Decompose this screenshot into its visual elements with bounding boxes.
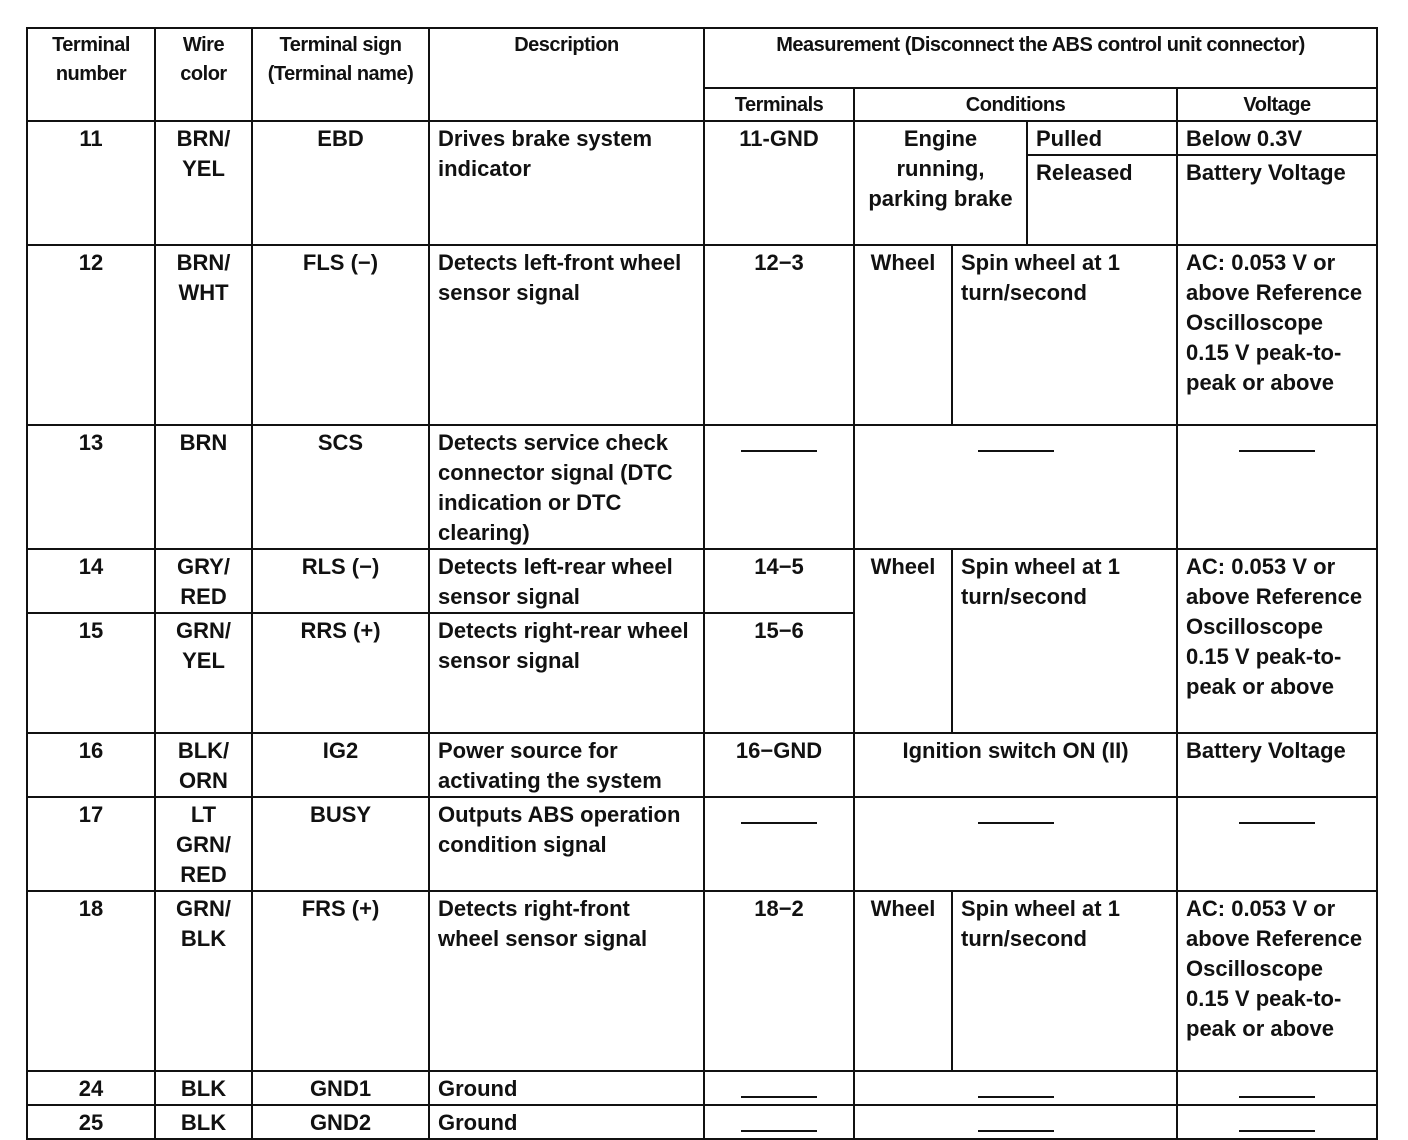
wire-color: BLK/ ORN	[155, 733, 252, 797]
terminal-sign: RRS (+)	[252, 613, 429, 733]
conditions-none	[854, 797, 1177, 891]
description: Detects service check connector signal (DTC indication or DTC clearing)	[429, 425, 704, 549]
table-row-16	[27, 733, 1377, 797]
voltage: AC: 0.053 V or above Reference Oscilloscope 0.15 V peak-to-peak or above	[1177, 245, 1377, 425]
terminals: 14−5	[704, 549, 854, 613]
terminal-number: 25	[27, 1105, 155, 1139]
dash-mark	[978, 822, 1054, 824]
dash-mark	[978, 1096, 1054, 1098]
voltage-none	[1177, 1071, 1377, 1105]
header-voltage: Voltage	[1177, 88, 1377, 121]
condition-released: Released	[1027, 155, 1177, 245]
header-terminals: Terminals	[704, 88, 854, 121]
description: Ground	[429, 1105, 704, 1139]
dash-mark	[978, 1130, 1054, 1132]
condition-pulled: Pulled	[1027, 121, 1177, 155]
terminals-none	[704, 1071, 854, 1105]
voltage: AC: 0.053 V or above Reference Oscilloscope 0.15 V peak-to-peak or above	[1177, 549, 1377, 733]
wire-color: LT GRN/ RED	[155, 797, 252, 891]
wire-color: GRY/ RED	[155, 549, 252, 613]
table-row-11	[27, 121, 1377, 155]
voltage: AC: 0.053 V or above Reference Oscilloscope 0.15 V peak-to-peak or above	[1177, 891, 1377, 1071]
table-row-17	[27, 797, 1377, 891]
condition-wheel: Wheel	[854, 891, 952, 1071]
wire-color: BRN	[155, 425, 252, 549]
condition-spin: Spin wheel at 1 turn/second	[952, 245, 1177, 425]
terminal-number: 13	[27, 425, 155, 549]
table-row-24	[27, 1071, 1377, 1105]
description: Ground	[429, 1071, 704, 1105]
wire-color: BRN/ WHT	[155, 245, 252, 425]
table-row-13	[27, 425, 1377, 549]
terminal-sign: GND1	[252, 1071, 429, 1105]
wire-color: GRN/ YEL	[155, 613, 252, 733]
terminals: 12−3	[704, 245, 854, 425]
terminal-number: 24	[27, 1071, 155, 1105]
abs-terminal-table	[26, 27, 1378, 1140]
wire-color: GRN/ BLK	[155, 891, 252, 1071]
voltage-none	[1177, 1105, 1377, 1139]
dash-mark	[741, 822, 817, 824]
terminals: 15−6	[704, 613, 854, 733]
table-row-12	[27, 245, 1377, 425]
terminal-sign: BUSY	[252, 797, 429, 891]
dash-mark	[1239, 1096, 1315, 1098]
dash-mark	[1239, 1130, 1315, 1132]
voltage-none	[1177, 425, 1377, 549]
voltage-released: Battery Voltage	[1177, 155, 1377, 245]
condition-wheel: Wheel	[854, 245, 952, 425]
dash-mark	[1239, 450, 1315, 452]
terminal-sign: RLS (−)	[252, 549, 429, 613]
description: Detects right-front wheel sensor signal	[429, 891, 704, 1071]
dash-mark	[741, 1096, 817, 1098]
terminals-none	[704, 425, 854, 549]
wire-color: BLK	[155, 1071, 252, 1105]
conditions: Ignition switch ON (II)	[854, 733, 1177, 797]
header-description: Description	[429, 28, 704, 121]
description: Drives brake system indicator	[429, 121, 704, 245]
conditions-none	[854, 1071, 1177, 1105]
terminal-sign: FRS (+)	[252, 891, 429, 1071]
header-terminal-number: Terminal number	[27, 28, 155, 121]
voltage-pulled: Below 0.3V	[1177, 121, 1377, 155]
terminal-sign: EBD	[252, 121, 429, 245]
condition-main: Engine running, parking brake	[854, 121, 1027, 245]
terminals: 16−GND	[704, 733, 854, 797]
header-conditions: Conditions	[854, 88, 1177, 121]
terminals: 18−2	[704, 891, 854, 1071]
header-measurement: Measurement (Disconnect the ABS control unit connector)	[704, 28, 1377, 88]
description: Detects right-rear wheel sensor signal	[429, 613, 704, 733]
description: Power source for activating the system	[429, 733, 704, 797]
voltage: Battery Voltage	[1177, 733, 1377, 797]
conditions-none	[854, 1105, 1177, 1139]
condition-wheel: Wheel	[854, 549, 952, 733]
condition-spin: Spin wheel at 1 turn/second	[952, 549, 1177, 733]
description: Detects left-front wheel sensor signal	[429, 245, 704, 425]
description: Outputs ABS operation condition signal	[429, 797, 704, 891]
terminal-sign: GND2	[252, 1105, 429, 1139]
condition-spin: Spin wheel at 1 turn/second	[952, 891, 1177, 1071]
terminal-number: 15	[27, 613, 155, 733]
terminal-number: 18	[27, 891, 155, 1071]
terminals-none	[704, 1105, 854, 1139]
dash-mark	[741, 1130, 817, 1132]
table-row-18	[27, 891, 1377, 1071]
terminal-sign: FLS (−)	[252, 245, 429, 425]
terminal-sign: IG2	[252, 733, 429, 797]
dash-mark	[978, 450, 1054, 452]
terminal-sign: SCS	[252, 425, 429, 549]
wire-color: BRN/ YEL	[155, 121, 252, 245]
header-wire-color: Wire color	[155, 28, 252, 121]
conditions-none	[854, 425, 1177, 549]
description: Detects left-rear wheel sensor signal	[429, 549, 704, 613]
terminals-none	[704, 797, 854, 891]
terminals: 11-GND	[704, 121, 854, 245]
table-row-25	[27, 1105, 1377, 1139]
terminal-number: 12	[27, 245, 155, 425]
terminal-number: 14	[27, 549, 155, 613]
dash-mark	[1239, 822, 1315, 824]
terminal-number: 16	[27, 733, 155, 797]
voltage-none	[1177, 797, 1377, 891]
wire-color: BLK	[155, 1105, 252, 1139]
terminal-number: 11	[27, 121, 155, 245]
table-row-14	[27, 549, 1377, 613]
terminal-number: 17	[27, 797, 155, 891]
dash-mark	[741, 450, 817, 452]
header-terminal-sign: Terminal sign (Terminal name)	[252, 28, 429, 121]
